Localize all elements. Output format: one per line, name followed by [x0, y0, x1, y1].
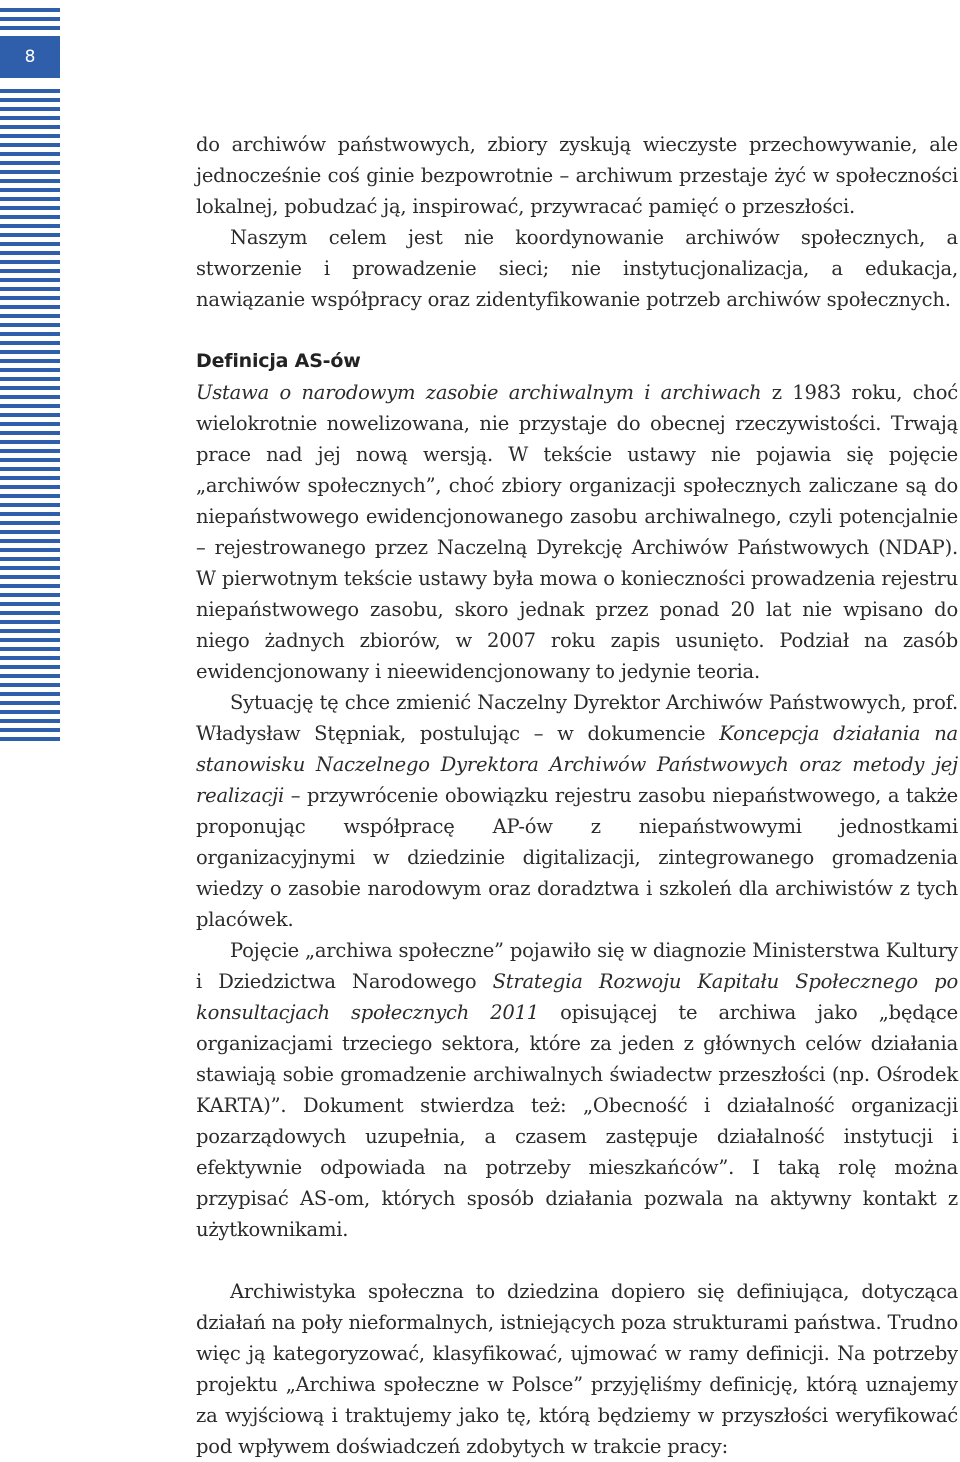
stripe-line [0, 332, 60, 336]
stripe-line [0, 359, 60, 363]
stripe-line [0, 458, 60, 462]
stripe-line [0, 584, 60, 588]
stripe-line [0, 467, 60, 471]
stripe-line [0, 116, 60, 120]
stripe-line [0, 431, 60, 435]
stripe-line [0, 611, 60, 615]
stripe-line [0, 656, 60, 660]
stripe-line [0, 737, 60, 741]
stripe-line [0, 179, 60, 183]
stripe-line [0, 665, 60, 669]
stripe-line [0, 215, 60, 219]
stripe-line [0, 278, 60, 282]
stripe-line [0, 296, 60, 300]
law-title: Ustawa o narodowym zasobie archiwalnym i archiwach [196, 381, 762, 404]
stripe-line [0, 206, 60, 210]
stripe-line [0, 395, 60, 399]
stripe-line [0, 386, 60, 390]
stripe-line [0, 233, 60, 237]
stripe-line [0, 107, 60, 111]
stripe-line [0, 152, 60, 156]
stripe-line [0, 503, 60, 507]
stripe-line [0, 26, 60, 30]
stripe-line [0, 701, 60, 705]
stripe-line [0, 548, 60, 552]
page-number-text: 8 [24, 47, 36, 67]
stripe-line [0, 422, 60, 426]
stripe-line [0, 404, 60, 408]
stripe-line [0, 125, 60, 129]
stripe-line [0, 692, 60, 696]
stripe-line [0, 476, 60, 480]
stripe-line [0, 224, 60, 228]
stripe-line [0, 170, 60, 174]
document-title: Koncepcja działania na stanowisku Naczelnego Dyrektora Archiwów Państwowych oraz metody jej realizacji [196, 722, 958, 807]
paragraph-2: Naszym celem jest nie koordynowanie archiwów społecznych, a stworzenie i prowadzenie sieci; nie instytucjonalizacja, a edukacja, nawiązanie współpracy oraz zidentyfikowanie potrzeb archiwów społecznych. [196, 226, 958, 311]
strategy-title: Strategia Rozwoju Kapitału Społecznego po konsultacjach społecznych 2011 [196, 970, 958, 1024]
stripe-line [0, 377, 60, 381]
stripe-line [0, 188, 60, 192]
stripe-line [0, 674, 60, 678]
stripe-line [0, 557, 60, 561]
stripe-line [0, 539, 60, 543]
stripe-line [0, 638, 60, 642]
stripe-line [0, 89, 60, 93]
decorative-stripes [0, 0, 60, 745]
stripe-line [0, 341, 60, 345]
page-number [0, 36, 60, 78]
stripe-line [0, 521, 60, 525]
paragraph-5: Pojęcie „archiwa społeczne” pojawiło się w diagnozie Ministerstwa Kultury i Dziedzictwa Narodowego Strategia Rozwoju Kapitału Społecznego po konsultacjach społecznych 2011 opisującej te archiwa jako „będące organizacjami trzeciego sektora, które za jeden z głównych celów działania stawiają sobie gromadzenie archiwalnych świadectw przeszłości (np. Ośrodek KARTA)”. Dokument stwierdza też: „Obecność i działalność organizacji pozarządowych uzupełnia, a czasem zastępuje działalność instytucji i efektywnie odpowiada na potrzeby mieszkańców”. I taką rolę można przypisać AS-om, których sposób działania pozwala na aktywny kontakt z użytkownikami. [196, 939, 958, 1241]
stripe-line [0, 287, 60, 291]
stripe-line [0, 440, 60, 444]
stripe-line [0, 143, 60, 147]
stripe-line [0, 413, 60, 417]
stripe-line [0, 314, 60, 318]
stripe-line [0, 260, 60, 264]
stripe-line [0, 485, 60, 489]
stripe-line [0, 8, 60, 12]
stripe-line [0, 269, 60, 273]
stripe-line [0, 134, 60, 138]
stripe-line [0, 350, 60, 354]
paragraph-4: Sytuację tę chce zmienić Naczelny Dyrektor Archiwów Państwowych, prof. Władysław Stępniak, postulując – w dokumencie Koncepcja działania na stanowisku Naczelnego Dyrektora Archiwów Państwowych oraz metody jej realizacji – przywrócenie obowiązku rejestru zasobu niepaństwowego, a także proponując współpracę AP-ów z niepaństwowymi jednostkami organizacyjnymi w dziedzinie digitalizacji, zintegrowanego gromadzenia wiedzy o zasobie narodowym oraz doradztwa i szkoleń dla archiwistów z tych placówek. [196, 691, 958, 931]
stripe-line [0, 683, 60, 687]
stripe-line [0, 620, 60, 624]
stripe-line [0, 494, 60, 498]
paragraph-6: Archiwistyka społeczna to dziedzina dopiero się definiująca, dotycząca działań na poły nieformalnych, istniejących poza strukturami państwa. Trudno więc ją kategoryzować, klasyfikować, ujmować w ramy definicji. Na potrzeby projektu „Archiwa społeczne w Polsce” przyjęliśmy definicję, którą uznajemy za wyjściową i traktujemy jako tę, którą będziemy w przyszłości weryfikować pod wpływem doświadczeń zdobytych w trakcie pracy: [196, 1280, 958, 1458]
stripe-line [0, 530, 60, 534]
stripe-line [0, 323, 60, 327]
stripe-line [0, 575, 60, 579]
section-heading: Definicja AS-ów [196, 350, 361, 372]
stripe-line [0, 602, 60, 606]
stripe-line [0, 305, 60, 309]
stripe-line [0, 242, 60, 246]
stripe-line [0, 728, 60, 732]
stripe-line [0, 629, 60, 633]
stripe-line [0, 98, 60, 102]
paragraph-3: Ustawa o narodowym zasobie archiwalnym i archiwach z 1983 roku, choć wielokrotnie nowelizowana, nie przystaje do obecnej rzeczywistości. Trwają prace nad jej nową wersją. W tekście ustawy nie pojawia się pojęcie „archiwów społecznych”, choć zbiory organizacji społecznych zaliczane są do niepaństwowego ewidencjonowanego zasobu archiwalnego, czyli potencjalnie – rejestrowanego przez Naczelną Dyrekcję Archiwów Państwowych (NDAP). W pierwotnym tekście ustawy była mowa o konieczności prowadzenia rejestru niepaństwowego zasobu, skoro jednak przez ponad 20 lat nie wpisano do niego żadnych zbiorów, w 2007 roku zapis usunięto. Podział na zasób ewidencjonowany i nieewidencjonowany to jedynie teoria. [196, 381, 958, 683]
stripe-line [0, 719, 60, 723]
stripe-line [0, 566, 60, 570]
stripe-line [0, 17, 60, 21]
stripe-line [0, 512, 60, 516]
stripe-line [0, 197, 60, 201]
stripe-line [0, 647, 60, 651]
stripe-line [0, 368, 60, 372]
stripe-line [0, 710, 60, 714]
main-text [196, 129, 958, 1462]
paragraph-1: do archiwów państwowych, zbiory zyskują wieczyste przechowywanie, ale jednocześnie coś ginie bezpowrotnie – archiwum przestaje żyć w społeczności lokalnej, pobudzać ją, inspirować, przywracać pamięć o przeszłości. [196, 133, 958, 218]
stripe-line [0, 449, 60, 453]
stripe-line [0, 251, 60, 255]
stripe-line [0, 161, 60, 165]
stripe-line [0, 593, 60, 597]
